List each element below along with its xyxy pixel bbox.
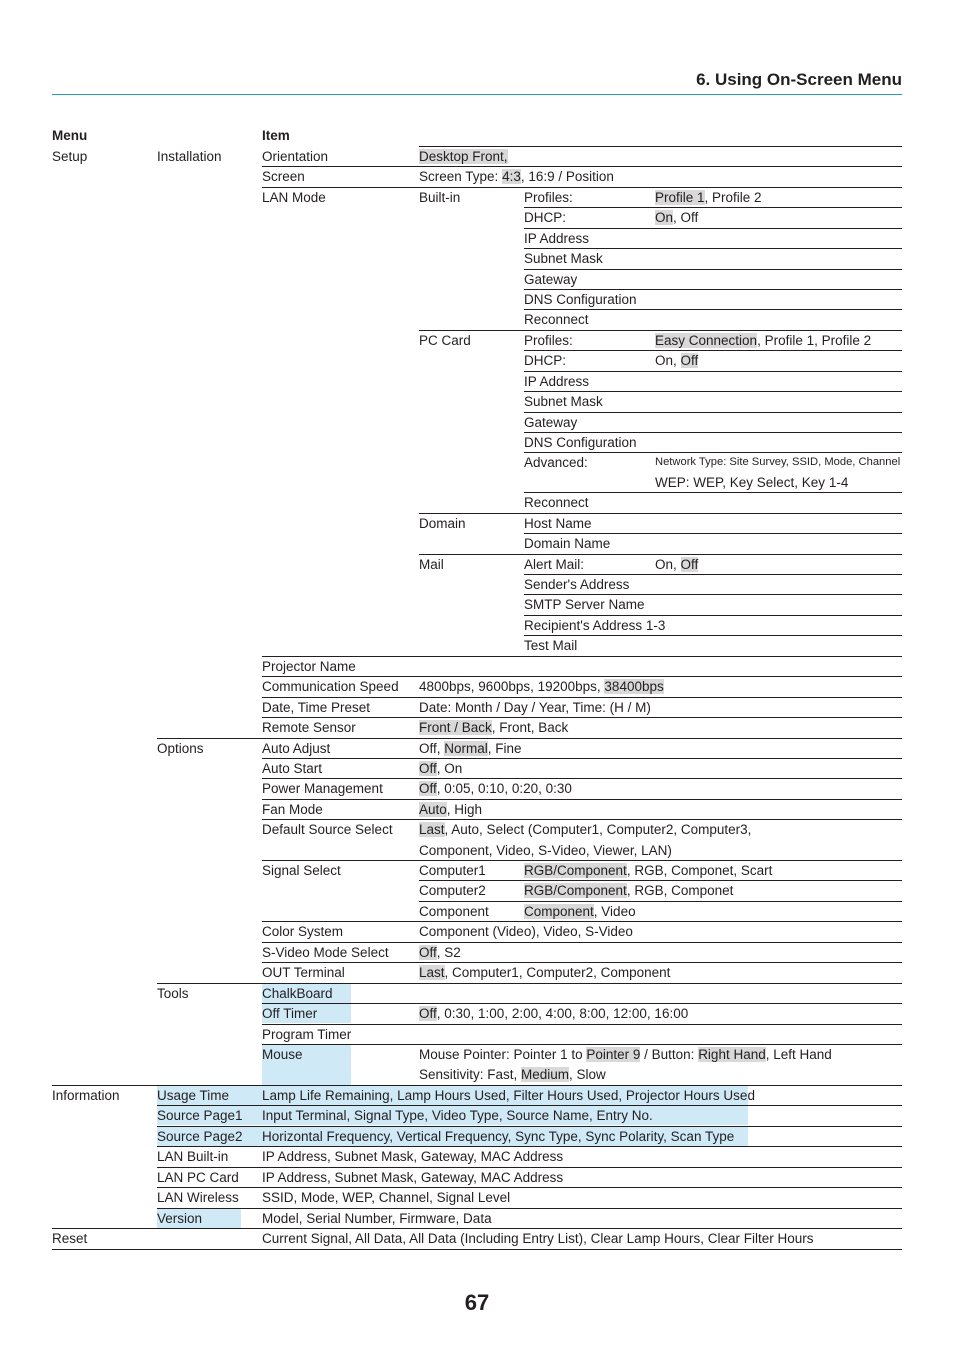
default-value: Off [419, 945, 437, 960]
default-value: Off [680, 557, 699, 572]
text-segment: , Front, Back [491, 720, 569, 735]
default-value: 4:3 [502, 169, 521, 184]
table-cell: ChalkBoard [262, 984, 351, 1003]
row-divider [262, 758, 902, 759]
table-cell: Color System [262, 924, 344, 939]
table-cell: Communication Speed [262, 679, 399, 694]
page-number: 67 [464, 1290, 490, 1315]
table-cell: Mail [419, 557, 444, 572]
table-cell: Profiles: [524, 333, 573, 348]
table-cell [655, 208, 698, 227]
table-cell [655, 331, 871, 350]
table-cell [524, 902, 636, 921]
default-value: Off [680, 353, 699, 368]
default-value: Pointer 9 [586, 1047, 641, 1062]
table-cell [655, 188, 762, 207]
text-segment: , On [436, 761, 463, 776]
table-cell: Screen [262, 169, 305, 184]
table-cell: Options [157, 741, 204, 756]
table-cell: DHCP: [524, 210, 567, 225]
table-cell: Host Name [524, 516, 592, 531]
table-cell: Usage Time [157, 1086, 262, 1105]
text-segment: , Off [673, 210, 699, 225]
table-cell: Network Type: Site Survey, SSID, Mode, Channel [655, 456, 901, 468]
table-cell: Advanced: [524, 455, 588, 470]
table-cell [524, 861, 772, 880]
table-cell [419, 167, 614, 186]
row-divider [262, 717, 902, 718]
section-title: 6. Using On-Screen Menu [696, 70, 902, 89]
table-cell: DNS Configuration [524, 435, 637, 450]
text-segment: Mouse Pointer: Pointer 1 to [419, 1047, 587, 1062]
default-value: Front / Back [419, 720, 492, 735]
default-value: 38400bps [604, 679, 664, 694]
default-value: Profile 1 [655, 190, 705, 205]
text-segment: , RGB, Componet [626, 883, 734, 898]
default-value: Easy Connection [655, 333, 758, 348]
text-segment: , RGB, Componet, Scart [626, 863, 773, 878]
table-cell [419, 963, 670, 982]
table-cell [419, 677, 664, 696]
table-cell: LAN Wireless [157, 1190, 239, 1205]
text-segment: , Profile 2 [704, 190, 762, 205]
table-cell: SMTP Server Name [524, 597, 645, 612]
text-segment: , Left Hand [765, 1047, 832, 1062]
table-cell: Subnet Mask [524, 251, 603, 266]
table-cell: Test Mail [524, 638, 578, 653]
table-cell: Date, Time Preset [262, 700, 371, 715]
table-cell [419, 943, 461, 962]
default-value: Off [419, 1006, 437, 1021]
text-segment: / Button: [640, 1047, 699, 1062]
table-cell: Alert Mail: [524, 557, 585, 572]
text-segment: On, [655, 557, 681, 572]
table-cell: Horizontal Frequency, Vertical Frequency, Sync Type, Sync Polarity, Scan Type [262, 1127, 748, 1146]
table-cell [419, 800, 482, 819]
table-cell: DNS Configuration [524, 292, 637, 307]
row-divider [524, 350, 902, 351]
row-divider [262, 799, 902, 800]
table-cell [419, 147, 508, 166]
table-cell: LAN PC Card [157, 1170, 239, 1185]
row-divider [262, 656, 902, 657]
table-cell [419, 1045, 832, 1064]
table-cell: Current Signal, All Data, All Data (Including Entry List), Clear Lamp Hours, Clear Filter Hours [262, 1231, 814, 1246]
table-cell: Auto Adjust [262, 741, 331, 756]
text-segment: , Profile 1, Profile 2 [757, 333, 872, 348]
table-cell: Mouse [262, 1045, 351, 1085]
table-cell [419, 739, 522, 758]
text-segment: , 0:05, 0:10, 0:20, 0:30 [436, 781, 572, 796]
table-cell [655, 555, 698, 574]
table-cell: Fan Mode [262, 802, 323, 817]
table-cell: Version [157, 1209, 241, 1228]
table-cell: WEP: WEP, Key Select, Key 1-4 [655, 475, 849, 490]
text-segment: Screen Type: [419, 169, 503, 184]
table-cell: Component (Video), Video, S-Video [419, 924, 633, 939]
table-cell [419, 759, 462, 778]
table-cell: Recipient's Address 1-3 [524, 618, 666, 633]
default-value: RGB/Component [524, 863, 627, 878]
table-cell: Power Management [262, 781, 383, 796]
table-cell: DHCP: [524, 353, 567, 368]
default-value: Auto [419, 802, 447, 817]
table-cell: Setup [52, 149, 88, 164]
table-cell: Source Page2 [157, 1127, 262, 1146]
text-segment: On, [655, 353, 681, 368]
table-cell: Projector Name [262, 659, 356, 674]
table-cell: Source Page1 [157, 1106, 262, 1125]
table-cell: Built-in [419, 190, 461, 205]
default-value: Off [419, 781, 437, 796]
table-cell: Model, Serial Number, Firmware, Data [262, 1211, 492, 1226]
table-cell [419, 1004, 688, 1023]
table-cell: SSID, Mode, WEP, Channel, Signal Level [262, 1190, 511, 1205]
text-segment: , Computer1, Computer2, Component [444, 965, 671, 980]
default-value: Medium [521, 1067, 570, 1082]
table-cell: PC Card [419, 333, 471, 348]
default-value: , [503, 149, 508, 164]
row-divider [262, 1024, 902, 1025]
text-segment: Sensitivity: Fast, [419, 1067, 522, 1082]
table-bottom-rule [52, 1249, 902, 1250]
row-divider [262, 187, 902, 188]
table-cell: Remote Sensor [262, 720, 356, 735]
default-value: Normal [444, 741, 488, 756]
table-cell: Gateway [524, 415, 578, 430]
table-cell: IP Address, Subnet Mask, Gateway, MAC Address [262, 1170, 564, 1185]
default-value: Last [419, 822, 445, 837]
text-segment: , Fine [487, 741, 522, 756]
table-cell: Domain Name [524, 536, 611, 551]
table-cell [419, 779, 572, 798]
text-segment: , Video [593, 904, 636, 919]
table-cell: Gateway [524, 272, 578, 287]
table-cell [419, 1065, 606, 1084]
table-cell: Component, Video, S-Video, Viewer, LAN) [419, 843, 672, 858]
table-cell: Signal Select [262, 863, 341, 878]
table-cell: Program Timer [262, 1027, 352, 1042]
table-cell: Date: Month / Day / Year, Time: (H / M) [419, 700, 651, 715]
row-divider [524, 412, 902, 413]
table-cell: OUT Terminal [262, 965, 345, 980]
default-value: Desktop Front [419, 149, 504, 164]
table-cell: LAN Built-in [157, 1149, 229, 1164]
table-cell: IP Address [524, 231, 590, 246]
table-cell: IP Address [524, 374, 590, 389]
text-segment: , Auto, Select (Computer1, Computer2, Computer3, [444, 822, 752, 837]
table-cell: IP Address, Subnet Mask, Gateway, MAC Address [262, 1149, 564, 1164]
table-cell [419, 718, 568, 737]
table-cell [524, 881, 733, 900]
table-cell: Reset [52, 1231, 88, 1246]
text-segment: Off, [419, 741, 445, 756]
table-cell [655, 351, 698, 370]
row-divider [524, 269, 902, 270]
table-cell: Domain [419, 516, 466, 531]
row-divider [419, 901, 902, 902]
table-cell: Subnet Mask [524, 394, 603, 409]
table-cell [419, 820, 751, 839]
table-cell: Component [419, 904, 489, 919]
table-cell: Lamp Life Remaining, Lamp Hours Used, Filter Hours Used, Projector Hours Used [262, 1088, 755, 1103]
table-cell: S-Video Mode Select [262, 945, 389, 960]
table-cell: Sender's Address [524, 577, 630, 592]
default-value: Last [419, 965, 445, 980]
row-divider [524, 635, 902, 636]
page-header [52, 70, 902, 95]
table-cell: Reconnect [524, 312, 589, 327]
row-divider [419, 513, 902, 514]
table-cell: Off Timer [262, 1004, 351, 1023]
text-segment: 4800bps, 9600bps, 19200bps, [419, 679, 605, 694]
text-segment: , 0:30, 1:00, 2:00, 4:00, 8:00, 12:00, 16:00 [436, 1006, 689, 1021]
text-segment: , 16:9 / Position [520, 169, 614, 184]
default-value: Off [419, 761, 437, 776]
table-cell: Default Source Select [262, 822, 393, 837]
default-value: On [655, 210, 674, 225]
text-segment: , S2 [436, 945, 461, 960]
table-cell: Computer2 [419, 883, 486, 898]
menu-column-header: Menu [52, 128, 88, 143]
item-column-header: Item [262, 128, 290, 143]
table-cell: Input Terminal, Signal Type, Video Type, Source Name, Entry No. [262, 1106, 748, 1125]
default-value: Right Hand [698, 1047, 766, 1062]
table-cell: LAN Mode [262, 190, 326, 205]
text-segment: , High [446, 802, 483, 817]
default-value: Component [524, 904, 594, 919]
table-cell: Auto Start [262, 761, 323, 776]
table-cell: Tools [157, 986, 189, 1001]
table-cell: Profiles: [524, 190, 573, 205]
table-cell: Orientation [262, 149, 329, 164]
table-cell: Information [52, 1088, 120, 1103]
row-divider [524, 207, 902, 208]
table-cell: Reconnect [524, 495, 589, 510]
text-segment: , Slow [569, 1067, 606, 1082]
table-cell: Installation [157, 149, 222, 164]
default-value: RGB/Component [524, 883, 627, 898]
table-cell: Computer1 [419, 863, 486, 878]
